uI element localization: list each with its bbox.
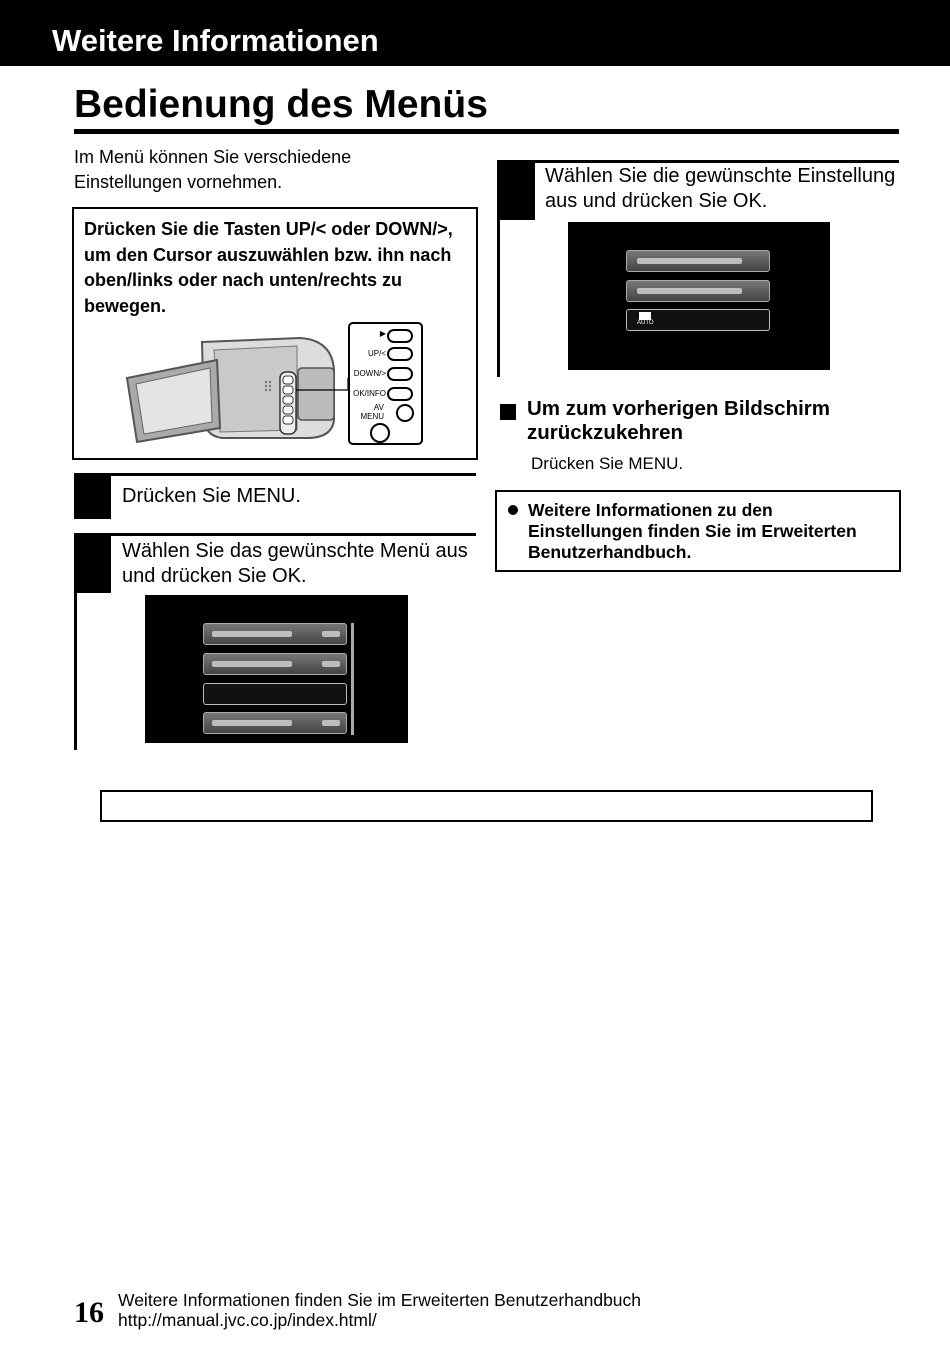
- down-button: [387, 367, 413, 381]
- menu-item: [203, 653, 347, 675]
- step-3-marker: [497, 160, 535, 220]
- return-heading: Um zum vorherigen Bildschirm zurückzukehren: [527, 397, 831, 444]
- menu-button-label: MENU: [360, 412, 384, 421]
- bullet-icon: [508, 505, 518, 515]
- up-button: [387, 347, 413, 361]
- step-1-rule: [74, 473, 476, 476]
- playback-icon: ▶: [379, 329, 386, 338]
- return-text: Drücken Sie MENU.: [531, 454, 684, 473]
- up-button-label: UP/<: [367, 349, 386, 358]
- empty-frame: [100, 790, 873, 822]
- setting-item-selected: [626, 309, 770, 331]
- step-1-text: Drücken Sie MENU.: [122, 485, 301, 507]
- down-button-label: DOWN/>: [353, 369, 386, 378]
- square-bullet-icon: [500, 404, 516, 420]
- step-3-text: Wählen Sie die gewünschte Einstellung aus und drücken Sie OK.: [545, 165, 896, 212]
- camcorder-illustration: [122, 320, 352, 445]
- scrollbar: [351, 623, 354, 735]
- page-title: Bedienung des Menüs: [74, 83, 488, 126]
- footer-url[interactable]: http://manual.jvc.co.jp/index.html/: [118, 1310, 377, 1330]
- step-2-text: Wählen Sie das gewünschte Menü aus und drücken Sie OK.: [122, 540, 468, 587]
- step-2-vline: [74, 593, 77, 750]
- menu-item-selected: [203, 683, 347, 705]
- page-number: 16: [74, 1296, 104, 1329]
- step-3-vline: [497, 220, 500, 377]
- step-1-marker: [74, 473, 111, 519]
- setting-item: [626, 250, 770, 272]
- menu-item: [203, 712, 347, 734]
- title-divider: [74, 129, 899, 134]
- auto-icon: [639, 312, 651, 320]
- footer-line-1: Weitere Informationen finden Sie im Erweiterten Benutzerhandbuch: [118, 1290, 642, 1310]
- menu-item: [203, 623, 347, 645]
- section-title: Weitere Informationen: [52, 23, 379, 58]
- button-panel: [348, 322, 423, 445]
- menu-button: [370, 423, 390, 443]
- auto-icon-label: AUTO: [637, 320, 654, 326]
- step-2-marker: [74, 533, 111, 593]
- menu-screen-2: [568, 222, 830, 370]
- info-text: Weitere Informationen zu den Einstellungen finden Sie im Erweiterten Benutzerhandbuch.: [528, 500, 857, 562]
- playback-button: [387, 329, 413, 343]
- footer-text: [118, 1290, 641, 1330]
- intro-text: Im Menü können Sie verschiedene Einstellungen vornehmen.: [74, 147, 352, 192]
- step-2-rule: [74, 533, 476, 536]
- av-label: AV: [373, 403, 384, 412]
- step-3-rule: [497, 160, 899, 163]
- ok-info-button: [387, 387, 413, 401]
- tip-text: Drücken Sie die Tasten UP/< oder DOWN/>, um den Cursor auszuwählen bzw. ihn nach oben/links oder nach unten/rechts zu bewegen.: [84, 219, 453, 316]
- setting-item: [626, 280, 770, 302]
- ok-info-button-label: OK/INFO: [353, 389, 386, 398]
- av-button: [396, 404, 414, 422]
- menu-screen-1: [145, 595, 408, 743]
